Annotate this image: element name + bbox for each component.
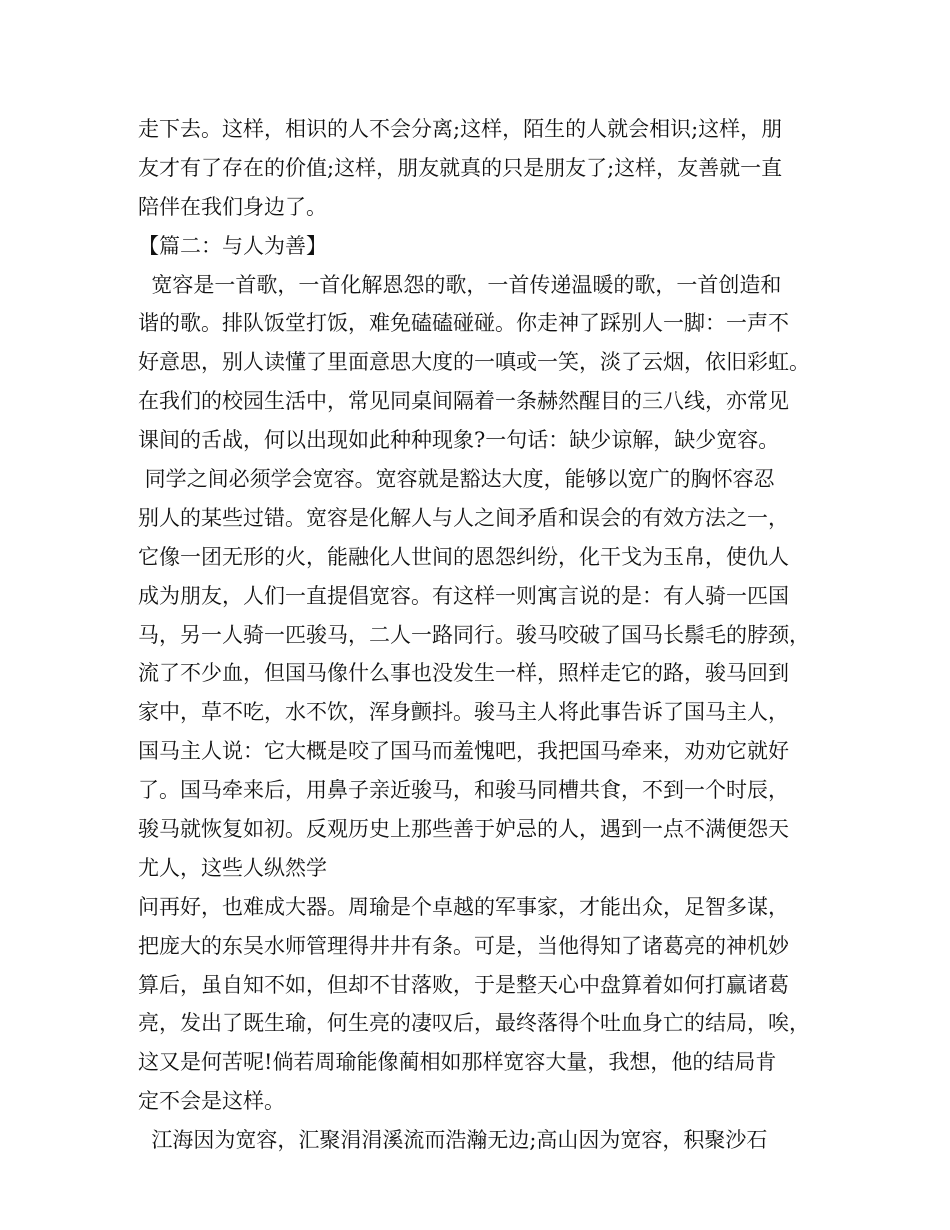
text-line: 课间的舌战，何以出现如此种种现象?一句话：缺少谅解，缺少宽容。: [138, 428, 780, 453]
section-heading: 【篇二：与人为善】: [138, 233, 327, 258]
text-line: 算后，虽自知不如，但却不甘落败，于是整天心中盘算着如何打赢诸葛: [138, 972, 789, 997]
text-line: 骏马就恢复如初。反观历史上那些善于妒忌的人，遇到一点不满便怨天: [138, 817, 789, 842]
text-line: 它像一团无形的火，能融化人世间的恩怨纠纷，化干戈为玉帛，使仇人: [138, 544, 789, 569]
text-line: 尤人，这些人纵然学: [138, 855, 327, 880]
text-line: 成为朋友，人们一直提倡宽容。有这样一则寓言说的是：有人骑一匹国: [138, 583, 789, 608]
text-line: 马，另一人骑一匹骏马，二人一路同行。骏马咬破了国马长鬃毛的脖颈，: [138, 622, 810, 647]
document-body: [138, 110, 838, 1160]
text-line: 定不会是这样。: [138, 1089, 285, 1114]
text-line: 江海因为宽容，汇聚涓涓溪流而浩瀚无边;高山因为宽容，积聚沙石: [138, 1128, 768, 1153]
text-line: 谐的歌。排队饭堂打饭，难免磕磕碰碰。你走神了踩别人一脚：一声不: [138, 311, 789, 336]
text-line: 友才有了存在的价值;这样，朋友就真的只是朋友了;这样，友善就一直: [138, 155, 783, 180]
text-line: 亮，发出了既生瑜，何生亮的凄叹后，最终落得个吐血身亡的结局，唉，: [138, 1011, 810, 1036]
text-line: 同学之间必须学会宽容。宽容就是豁达大度，能够以宽广的胸怀容忍: [138, 467, 775, 492]
text-line: 国马主人说：它大概是咬了国马而羞愧吧，我把国马牵来，劝劝它就好: [138, 739, 789, 764]
text-line: 走下去。这样，相识的人不会分离;这样，陌生的人就会相识;这样，朋: [138, 117, 783, 141]
text-line: 好意思，别人读懂了里面意思大度的一嗔或一笑，淡了云烟，依旧彩虹。: [138, 350, 810, 375]
text-line: 陪伴在我们身边了。: [138, 194, 327, 219]
text-line: 家中，草不吃，水不饮，浑身颤抖。骏马主人将此事告诉了国马主人，: [138, 700, 789, 725]
text-line: 这又是何苦呢!倘若周瑜能像蔺相如那样宽容大量，我想，他的结局肯: [138, 1050, 777, 1075]
text-line: 把庞大的东吴水师管理得井井有条。可是，当他得知了诸葛亮的神机妙: [138, 933, 789, 958]
text-line: 在我们的校园生活中，常见同桌间隔着一条赫然醒目的三八线，亦常见: [138, 389, 789, 414]
text-line: 问再好，也难成大器。周瑜是个卓越的军事家，才能出众，足智多谋，: [138, 894, 789, 919]
text-line: 了。国马牵来后，用鼻子亲近骏马，和骏马同槽共食，不到一个时辰，: [138, 778, 789, 803]
text-line: 流了不少血，但国马像什么事也没发生一样，照样走它的路，骏马回到: [138, 661, 789, 686]
text-line: 别人的某些过错。宽容是化解人与人之间矛盾和误会的有效方法之一，: [138, 505, 789, 530]
text-line: 宽容是一首歌，一首化解恩怨的歌，一首传递温暖的歌，一首创造和: [138, 272, 782, 297]
